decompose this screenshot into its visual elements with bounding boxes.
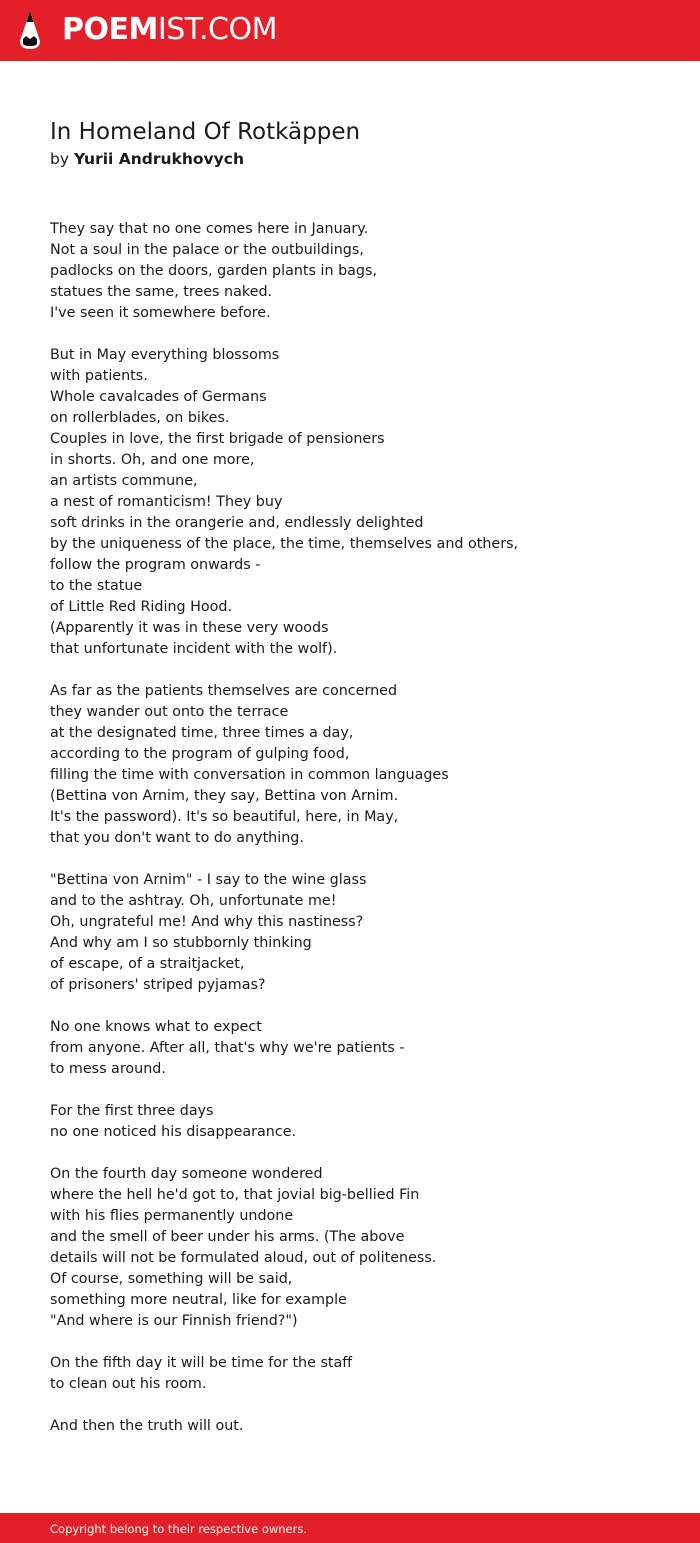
poem-line: On the fifth day it will be time for the staff (50, 1355, 353, 1371)
logo-text-light: IST.COM (157, 12, 277, 47)
poem-line: On the fourth day someone wondered (50, 1166, 323, 1182)
poem-line: And then the truth will out. (50, 1418, 244, 1434)
poem-line: (Apparently it was in these very woods (50, 620, 329, 636)
poem-line: and the smell of beer under his arms. (The above (50, 1229, 405, 1245)
poem-stanza (50, 1416, 670, 1437)
poem-line: with his flies permanently undone (50, 1208, 294, 1224)
poem-line: according to the program of gulping food, (50, 746, 350, 762)
poem-line: padlocks on the doors, garden plants in bags, (50, 263, 377, 279)
poem-line: No one knows what to expect (50, 1019, 262, 1035)
poem-line: of prisoners' striped pyjamas? (50, 977, 266, 993)
poem-stanza (50, 1101, 670, 1143)
poem-line: at the designated time, three times a day, (50, 725, 354, 741)
copyright-text: Copyright belong to their respective owners. (50, 1522, 308, 1536)
poem-stanza (50, 1353, 670, 1395)
poem-line: in shorts. Oh, and one more, (50, 452, 255, 468)
poem-line: no one noticed his disappearance. (50, 1124, 297, 1140)
poem-line: Whole cavalcades of Germans (50, 389, 267, 405)
poem-author: Yurii Andrukhovych (73, 150, 244, 168)
poem-line: filling the time with conversation in common languages (50, 767, 449, 783)
poem-stanza (50, 870, 670, 996)
byline (50, 148, 244, 170)
poem-line: follow the program onwards - (50, 557, 261, 573)
poem-line: It's the password). It's so beautiful, here, in May, (50, 809, 399, 825)
poem-line: For the first three days (50, 1103, 214, 1119)
poem-line: where the hell he'd got to, that jovial big-bellied Fin (50, 1187, 420, 1203)
poem-line: "Bettina von Arnim" - I say to the wine glass (50, 872, 367, 888)
poem-line: "And where is our Finnish friend?") (50, 1313, 298, 1329)
poem-stanza (50, 219, 670, 324)
poem-line: and to the ashtray. Oh, unfortunate me! (50, 893, 337, 909)
poem-line: soft drinks in the orangerie and, endlessly delighted (50, 515, 424, 531)
by-label: by (50, 150, 70, 168)
logo-text-bold: POEM (62, 12, 158, 47)
poem-line: Couples in love, the first brigade of pensioners (50, 431, 385, 447)
site-logo[interactable] (62, 12, 277, 48)
poem-body (50, 219, 670, 1458)
poem-line: to mess around. (50, 1061, 166, 1077)
site-header (0, 0, 700, 61)
poem-line: something more neutral, like for example (50, 1292, 347, 1308)
poem-line: on rollerblades, on bikes. (50, 410, 230, 426)
poem-line: to the statue (50, 578, 143, 594)
poem-line: statues the same, trees naked. (50, 284, 273, 300)
poem-stanza (50, 1017, 670, 1080)
poem-line: with patients. (50, 368, 148, 384)
poem-line: to clean out his room. (50, 1376, 207, 1392)
poem-line: As far as the patients themselves are concerned (50, 683, 398, 699)
poem-line: of escape, of a straitjacket, (50, 956, 245, 972)
poem-stanza (50, 345, 670, 660)
poem-line: (Bettina von Arnim, they say, Bettina von Arnim. (50, 788, 399, 804)
poem-line: Of course, something will be said, (50, 1271, 293, 1287)
poem-line: a nest of romanticism! They buy (50, 494, 283, 510)
site-footer (0, 1513, 700, 1543)
poem-line: details will not be formulated aloud, out of politeness. (50, 1250, 437, 1266)
poem-line: an artists commune, (50, 473, 198, 489)
poem-line: from anyone. After all, that's why we're patients - (50, 1040, 405, 1056)
poem-line: of Little Red Riding Hood. (50, 599, 232, 615)
poem-line: they wander out onto the terrace (50, 704, 289, 720)
poem-line: Oh, ungrateful me! And why this nastiness? (50, 914, 364, 930)
poem-line: Not a soul in the palace or the outbuildings, (50, 242, 364, 258)
poem-title: In Homeland Of Rotkäppen (50, 119, 361, 145)
poem-line: I've seen it somewhere before. (50, 305, 271, 321)
poem-line: They say that no one comes here in January. (50, 221, 369, 237)
poem-line: that unfortunate incident with the wolf). (50, 641, 338, 657)
poem-stanza (50, 1164, 670, 1332)
poem-line: And why am I so stubbornly thinking (50, 935, 312, 951)
poem-line: But in May everything blossoms (50, 347, 280, 363)
pencil-tip-icon[interactable] (17, 9, 43, 51)
poem-line: that you don't want to do anything. (50, 830, 304, 846)
poem-stanza (50, 681, 670, 849)
poem-line: by the uniqueness of the place, the time, themselves and others, (50, 536, 519, 552)
